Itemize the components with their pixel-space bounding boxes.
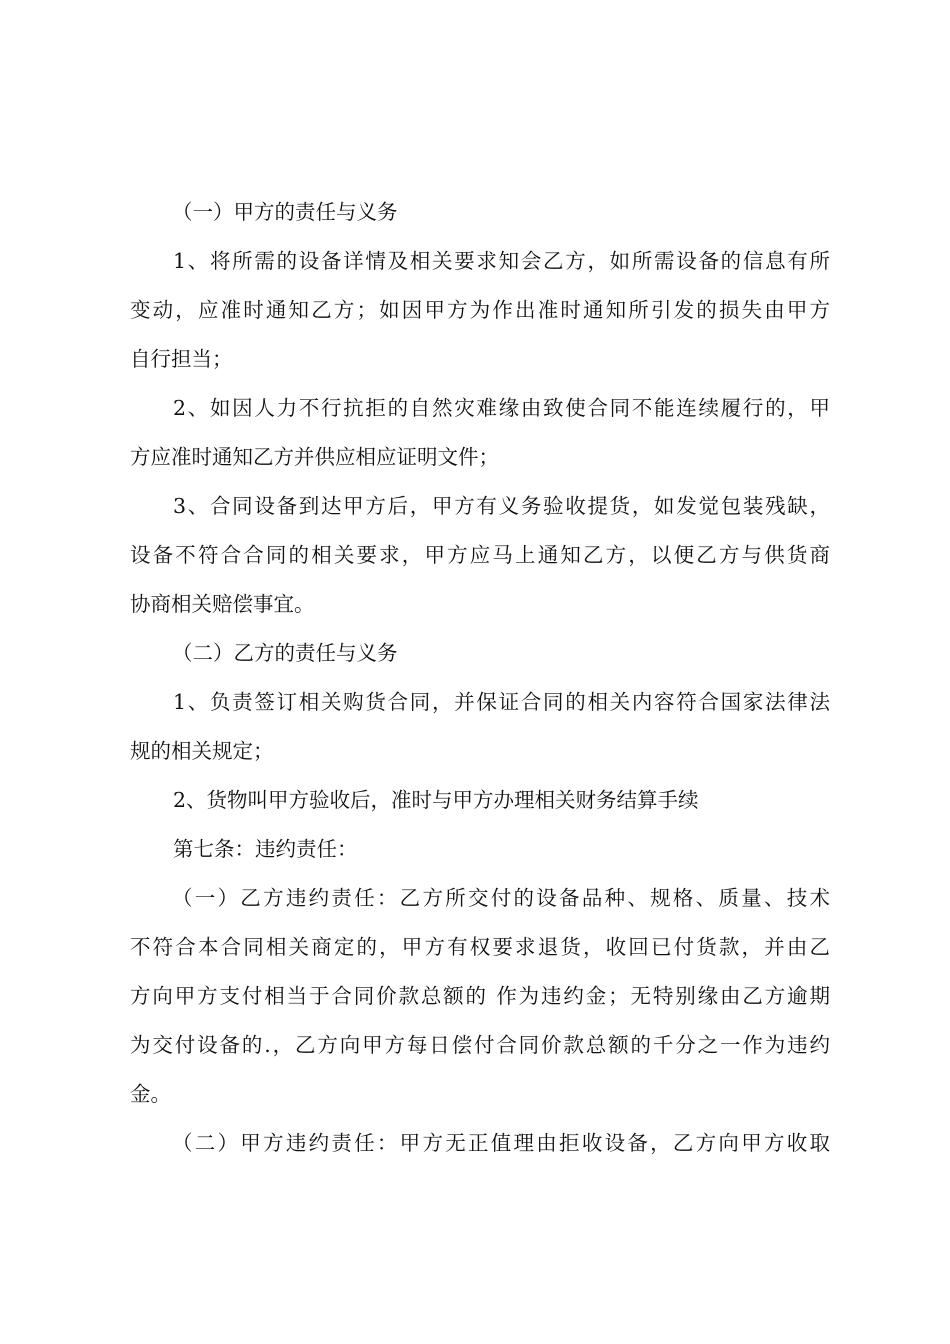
paragraph-line: 自行担当； (130, 347, 233, 371)
paragraph-line: 1、将所需的设备详情及相关要求知会乙方，如所需设备的信息有所 (173, 249, 830, 273)
paragraph-line: 设备不符合合同的相关要求，甲方应马上通知乙方，以便乙方与供货商 (130, 543, 830, 567)
paragraph-line: 变动，应准时通知乙方；如因甲方为作出准时通知所引发的损失由甲方 (130, 298, 830, 322)
paragraph-line: 金。 (130, 1082, 171, 1106)
paragraph-line: 为交付设备的.，乙方向甲方每日偿付合同价款总额的千分之一作为违约 (130, 1033, 830, 1057)
section-heading-party-a: （一）甲方的责任与义务 (172, 200, 398, 224)
article-heading: 第七条：违约责任： (173, 837, 358, 861)
paragraph-line: （一）乙方违约责任：乙方所交付的设备品种、规格、质量、技术 (172, 886, 830, 910)
paragraph-line: 2、如因人力不行抗拒的自然灾难缘由致使合同不能连续履行的，甲 (173, 396, 830, 420)
paragraph-line: 协商相关赔偿事宜。 (130, 592, 315, 616)
paragraph-line: 不符合本合同相关商定的，甲方有权要求退货，收回已付货款，并由乙 (130, 935, 830, 959)
paragraph-line: （二）甲方违约责任：甲方无正值理由拒收设备，乙方向甲方收取 (172, 1131, 830, 1155)
paragraph-line: 2、货物叫甲方验收后，准时与甲方办理相关财务结算手续 (173, 788, 699, 812)
paragraph-line: 方向甲方支付相当于合同价款总额的 作为违约金；无特别缘由乙方逾期 (130, 984, 830, 1008)
document-body (130, 188, 830, 1168)
paragraph-line: 方应准时通知乙方并供应相应证明文件； (130, 445, 499, 469)
paragraph-line: 3、合同设备到达甲方后，甲方有义务验收提货，如发觉包装残缺， (173, 494, 830, 518)
paragraph-line: 1、负责签订相关购货合同，并保证合同的相关内容符合国家法律法 (173, 690, 830, 714)
paragraph-line: 规的相关规定； (130, 739, 274, 763)
section-heading-party-b: （二）乙方的责任与义务 (172, 641, 398, 665)
